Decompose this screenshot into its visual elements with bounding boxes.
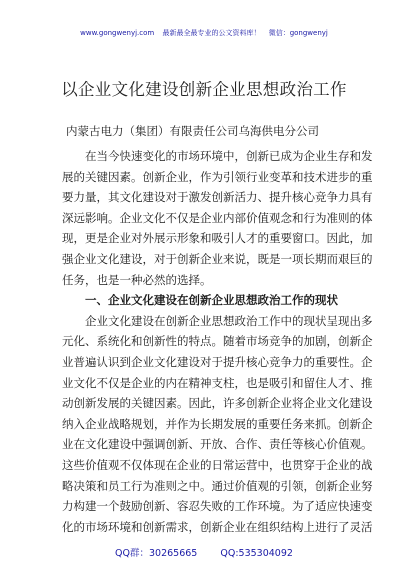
qq-group: QQ群：30265665 [115, 548, 198, 559]
body-line: 强企业文化建设，对于创新企业来说，既是一项长期而艰巨的 [62, 251, 373, 266]
body-line: 现，更是企业对外展示形象和吸引人才的重要窗口。因此，加 [62, 231, 373, 246]
body-line: 深远影响。企业文化不仅是企业内部价值观念和行为准则的体 [62, 210, 373, 225]
body-line: 这些价值观不仅体现在企业的日常运营中，也贯穿于企业的战 [62, 457, 373, 472]
organization-name: 内蒙古电力（集团）有限责任公司乌海供电分公司 [66, 124, 319, 138]
site-link[interactable]: www.gongwenyj.com [80, 29, 155, 37]
section-heading: 一、企业文化建设在创新企业思想政治工作的现状 [85, 293, 338, 308]
body-line: 业普遍认识到企业文化建设对于提升核心竞争力的重要性。企 [62, 354, 373, 369]
body-line: 元化、系统化和创新性的特点。随着市场竞争的加剧，创新企 [62, 334, 373, 349]
footer-contact [0, 545, 408, 559]
body-text [62, 146, 373, 537]
header-banner [0, 28, 408, 38]
wechat-id: 微信：gongwenyj [268, 29, 328, 37]
body-line: 略决策和员工行为准则之中。通过价值观的引领，创新企业努 [62, 478, 373, 493]
body-line: 业在文化建设中强调创新、开放、合作、责任等核心价值观。 [62, 437, 373, 452]
site-slogan: 最新最全最专业的公文资料库！ [162, 29, 261, 37]
body-line: 企业文化建设在创新企业思想政治工作中的现状呈现出多 [85, 313, 373, 328]
body-line: 要力量，其文化建设对于激发创新活力、提升核心竞争力具有 [62, 190, 373, 205]
body-line: 业文化不仅是企业的内在精神支柱，也是吸引和留住人才、推 [62, 375, 373, 390]
body-line: 化的市场环境和创新需求，创新企业在组织结构上进行了灵活 [62, 519, 373, 534]
body-line: 任务，也是一种必然的选择。 [62, 272, 212, 287]
body-line: 在当今快速变化的市场环境中，创新已成为企业生存和发 [85, 149, 373, 163]
document-title: 以企业文化建设创新企业思想政治工作 [61, 80, 347, 99]
qq-number: QQ:535304092 [220, 548, 293, 559]
body-line: 展的关键因素。创新企业，作为引领行业变革和技术进步的重 [62, 169, 373, 184]
body-line: 动创新发展的关键因素。因此，许多创新企业将企业文化建设 [62, 396, 373, 411]
body-line: 力构建一个鼓励创新、容忍失败的工作环境。为了适应快速变 [62, 499, 373, 514]
body-line: 纳入企业战略规划，并作为长期发展的重要任务来抓。创新企 [62, 416, 373, 431]
